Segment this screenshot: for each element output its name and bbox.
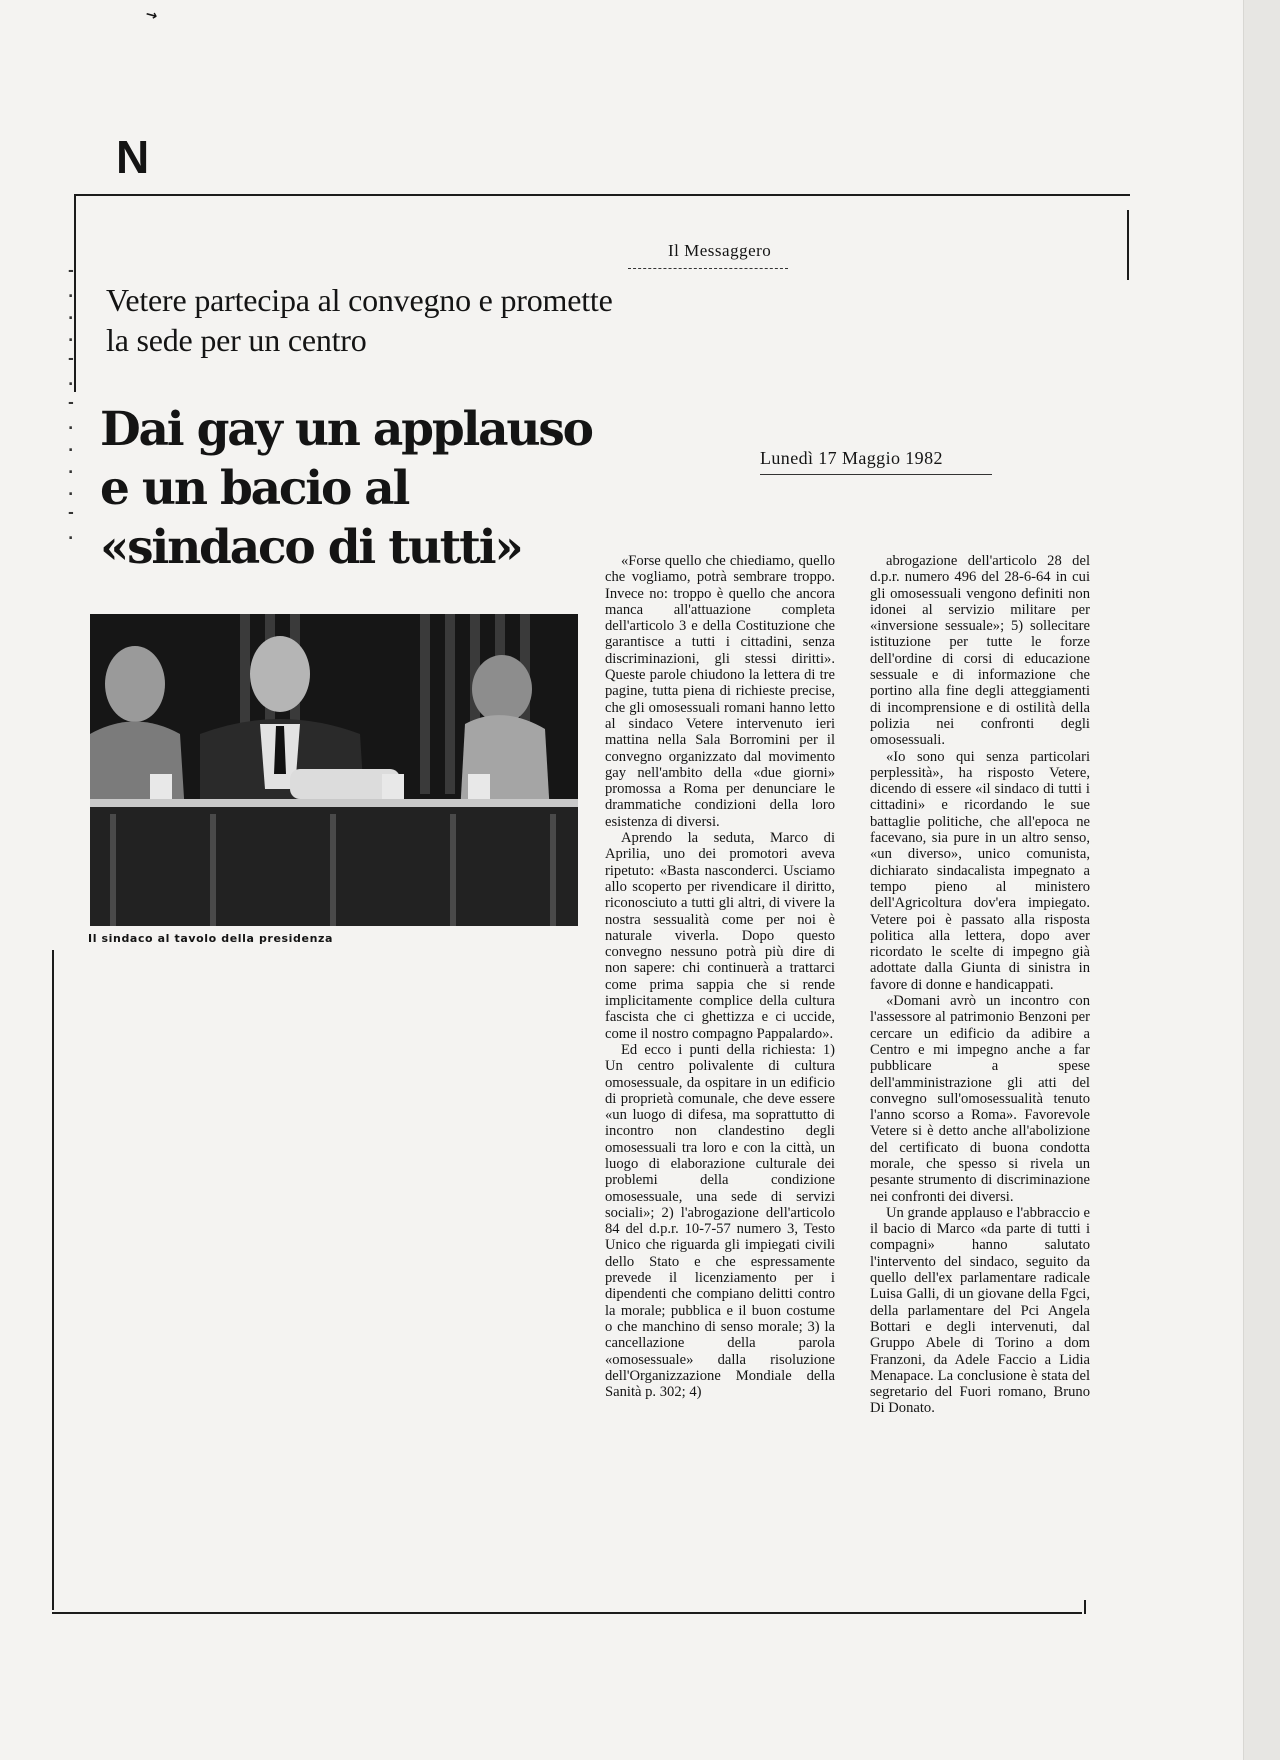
photo-caption: Il sindaco al tavolo della presidenza — [88, 932, 334, 945]
paragraph: abrogazione dell'articolo 28 del d.p.r. numero 496 del 28-6-64 in cui gli omosessuali vengono definiti non idonei al servizio militare per «inversione sessuale»; 5) sollecitare istituzione per tutte le forze dell'ordine di corsi di educazione sessuale e di informazione che portino alla fine degli atteggiamenti di incomprensione e di ostilità della polizia nei confronti degli omosessuali. — [870, 553, 1090, 749]
dateline: Lunedì 17 Maggio 1982 — [760, 448, 943, 468]
paragraph: «Domani avrò un incontro con l'assessore al patrimonio Benzoni per cercare un edificio da adibire a Centro e mi impegno anche a far pubblicare a spese dell'amministrazione gli atti del convegno sull'omosessualità tenuto l'anno scorso a Roma». Favorevole Vetere si è detto anche all'abolizione del certificato di buona condotta morale, che spesso si rivela un pesante strumento di discriminazione nei confronti dei diversi. — [870, 993, 1090, 1205]
masthead: Il Messaggero — [668, 241, 772, 260]
frame-top-rule — [76, 194, 1130, 196]
corner-mark: ↘ — [142, 6, 161, 26]
photo-image — [90, 614, 578, 926]
paragraph: Aprendo la seduta, Marco di Aprilia, uno dei promotori aveva ripetuto: «Basta nasconderci. Usciamo allo scoperto per rivendicare il diritto, riconosciuto a tutti gli altri, di vivere la nostra sessualità come per noi è naturale viverla. Dopo questo convegno nessuno potrà più dire di non sapere: chi continuerà a trattarci come prima sappia che si rende implicitamente complice della cultura fascista che ci ghettizza e ci uccide, come il nostro compagno Pappalardo». — [605, 830, 835, 1042]
frame-left-rule-lower — [52, 950, 54, 1610]
frame-left-rule — [74, 194, 76, 392]
frame-right-rule — [1127, 210, 1129, 280]
headline: Dai gay un applauso e un bacio al «sindaco di tutti» — [100, 402, 592, 575]
paragraph: «Io sono qui senza particolari perplessità», ha risposto Vetere, dicendo di essere «il sindaco di tutti i cittadini» e ricordando le sue battaglie politiche, che all'epoca ne facevano, sia pure in un altro senso, «un diverso», unico comunista, dichiarato sindacalista impegnato a tempo pieno al ministero dell'Agricoltura dov'era impiegato. Vetere poi è passato alla risposta politica alla lettera, dopo aver ricordato le scelte di impegno già adottate dalla Giunta di sinistra in favore di donne e handicappati. — [870, 748, 1090, 993]
article-column-2 — [870, 553, 1090, 1417]
section-letter: N — [116, 131, 149, 183]
paragraph: «Forse quello che chiediamo, quello che vogliamo, potrà sembrare troppo. Invece no: troppo è quello che ancora manca all'attuazione completa dell'articolo 3 e della Costituzione che garantisce a tutti i cittadini, senza discriminazioni, gli stessi diritti». Queste parole chiudono la lettera di tre pagine, tutta piena di richieste precise, che gli omosessuali romani hanno letto al sindaco Vetere intervenuto ieri mattina nella Sala Borromini per il convegno organizzato dal movimento gay nell'ambito della «due giorni» promossa a Roma per denunciare le drammatiche condizioni della loro esistenza di diversi. — [605, 553, 835, 830]
margin-marks: - . . . - . - . . . . - . — [68, 263, 74, 543]
kicker: Vetere partecipa al convegno e promette la sede per un centro — [106, 282, 613, 358]
masthead-rule — [628, 268, 788, 269]
paragraph: Un grande applauso e l'abbraccio e il bacio di Marco «da parte di tutti i compagni» hanno salutato l'intervento del sindaco, seguito da quello dell'ex parlamentare radicale Luisa Galli, di un giovane della Fgci, della parlamentare del Pci Angela Bottari e degli intervenuti, dal Gruppo Abele di Torino a dom Franzoni, da Adele Faccio a Lidia Menapace. La conclusione è stata del segretario del Fuori romano, Bruno Di Donato. — [870, 1204, 1091, 1417]
article-column-1 — [605, 553, 835, 1400]
photo — [90, 614, 578, 926]
frame-bottom-rule — [52, 1612, 1082, 1614]
dateline-rule — [760, 474, 992, 475]
frame-right-tick — [1084, 1600, 1086, 1614]
paragraph: Ed ecco i punti della richiesta: 1) Un centro polivalente di cultura omosessuale, da ospitare in un edificio di proprietà comunale, che deve essere «un luogo di difesa, ma soprattutto di incontro non clandestino degli omosessuali tra loro e con la città, un luogo di elaborazione culturale dei problemi della condizione omosessuale, una sede di servizi sociali»; 2) l'abrogazione dell'articolo 84 del d.p.r. 10-7-57 numero 3, Testo Unico che riguarda gli impiegati civili dello Stato e che espressamente prevede il licenziamento per i dipendenti che compiano delitti contro la morale; pubblica e il buon costume o che manchino di senso morale; 3) la cancellazione della parola «omosessuale» dalla risoluzione dell'Organizzazione Mondiale della Sanità p. 302; 4) — [605, 1041, 835, 1401]
paper-edge — [1243, 0, 1280, 1760]
